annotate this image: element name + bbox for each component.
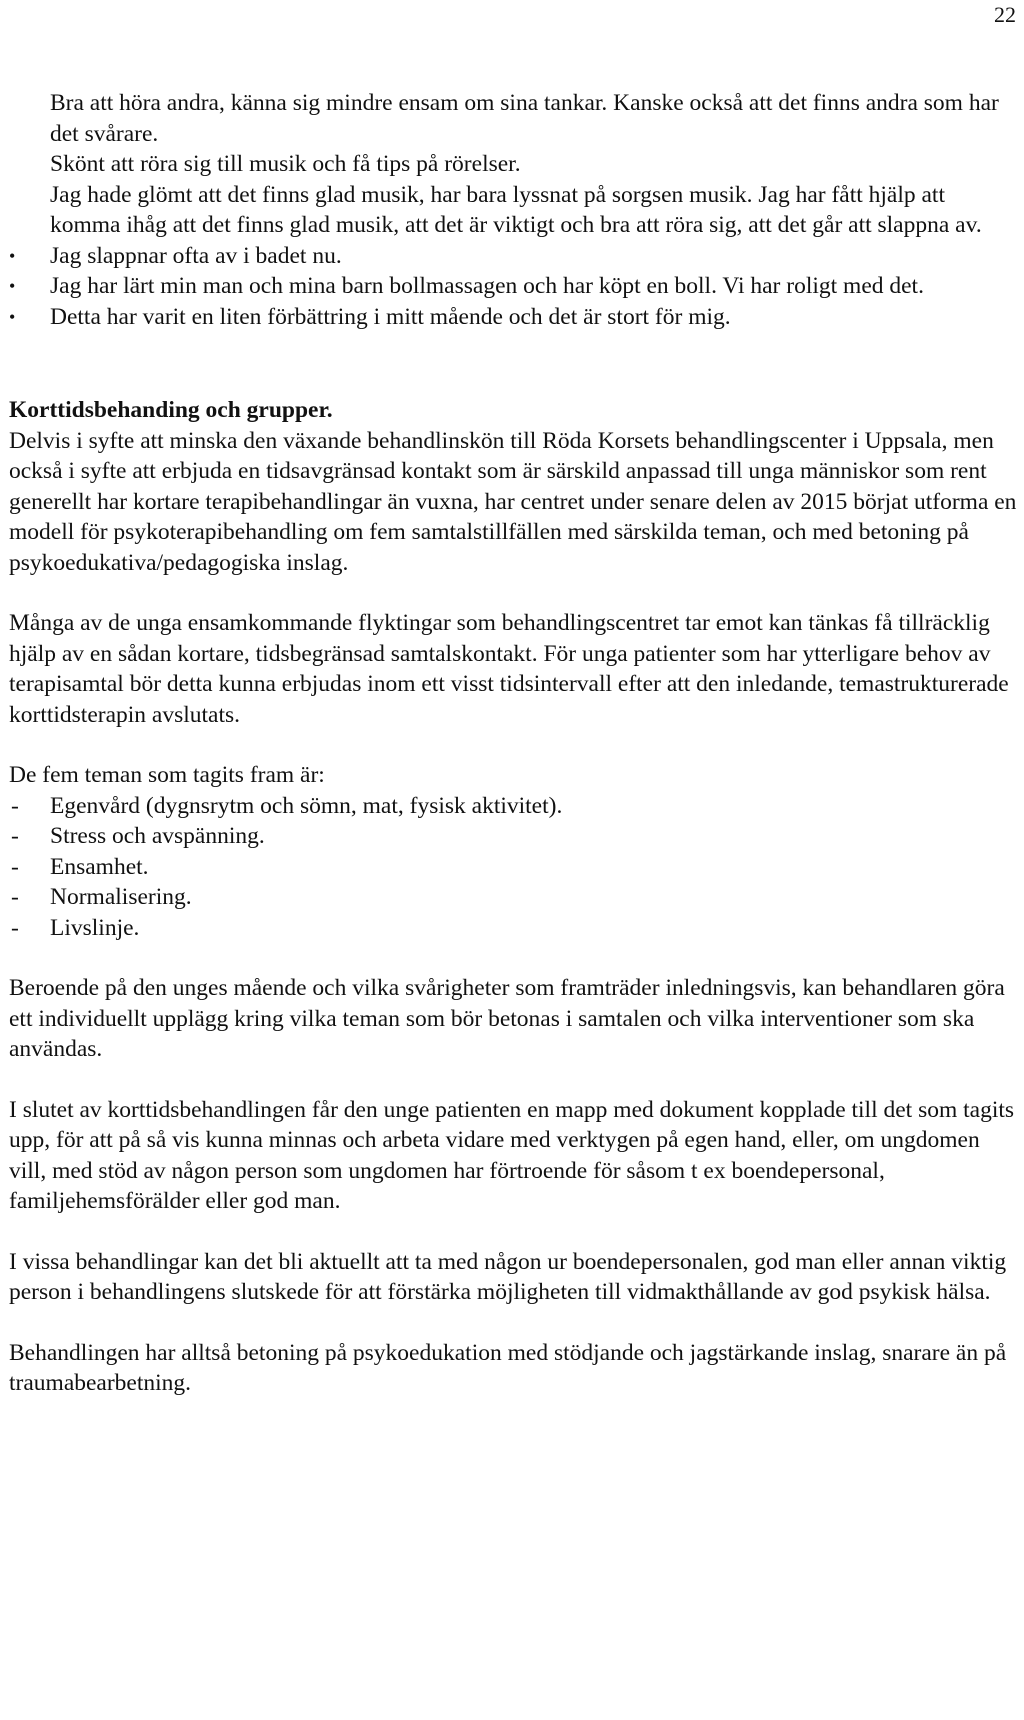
theme-item: - Ensamhet. [9, 852, 1017, 883]
section-heading: Korttidsbehanding och grupper. [9, 397, 333, 423]
themes-intro: De fem teman som tagits fram är: [9, 762, 325, 788]
theme-item: - Livslinje. [9, 913, 1017, 944]
paragraph: I vissa behandlingar kan det bli aktuellt att ta med någon ur boendepersonalen, god man eller annan viktig person i behandlingens slutskede för att förstärka möjligheten till vidmakthållande av god psykisk hälsa. [9, 1248, 1007, 1305]
quote-line: Bra att höra andra, känna sig mindre ensam om sina tankar. Kanske också att det finns andra som har det svårare. [50, 90, 999, 147]
bullet-item: • Detta har varit en liten förbättring i mitt mående och det är stort för mig. [9, 302, 1017, 333]
theme-item: - Egenvård (dygnsrytm och sömn, mat, fysisk aktivitet). [9, 791, 1017, 822]
paragraph: Beroende på den unges mående och vilka svårigheter som framträder inledningsvis, kan behandlaren göra ett individuellt upplägg kring vilka teman som bör betonas i samtalen och vilka interventioner som ska användas. [9, 975, 1005, 1062]
quote-bullet-list [9, 241, 1017, 333]
page-number: 22 [994, 2, 1016, 27]
paragraph: Delvis i syfte att minska den växande behandlinskön till Röda Korsets behandlingscenter i Uppsala, men också i syfte att erbjuda en tidsavgränsad kontakt som är särskild anpassad till unga människor som rent generellt har kortare terapibehandlingar än vuxna, har centret under senare delen av 2015 börjat utforma en modell för psykoterapibehandling om fem samtalstillfällen med särskilda teman, och med betoning på psykoedukativa/pedagogiska inslag. [9, 427, 1017, 576]
quote-line: Jag hade glömt att det finns glad musik, har bara lyssnat på sorgsen musik. Jag har fått hjälp att komma ihåg att det finns glad musik, att det är viktigt och bra att röra sig, att det går att slappna av. [50, 181, 982, 238]
paragraph: Behandlingen har alltså betoning på psykoedukation med stödjande och jagstärkande inslag, snarare än på traumabearbetning. [9, 1339, 1007, 1396]
theme-item: - Normalisering. [9, 882, 1017, 913]
quote-block [9, 88, 1017, 241]
bullet-item: • Jag har lärt min man och mina barn bollmassagen och har köpt en boll. Vi har roligt med det. [9, 271, 1017, 302]
document-body [9, 88, 1017, 1399]
paragraph: Många av de unga ensamkommande flyktingar som behandlingscentret tar emot kan tänkas få tillräcklig hjälp av en sådan kortare, tidsbegränsad samtalskontakt. För unga patienter som har ytterligare behov av terapisamtal bör detta kunna erbjudas inom ett visst tidsintervall efter att den inledande, temastrukturerade korttidsterapin avslutats. [9, 610, 1009, 728]
paragraph: I slutet av korttidsbehandlingen får den unge patienten en mapp med dokument kopplade till det som tagits upp, för att på så vis kunna minnas och arbeta vidare med verktygen på egen hand, eller, om ungdomen vill, med stöd av någon person som ungdomen har förtroende för såsom t ex boendepersonal, familjehemsförälder eller god man. [9, 1096, 1015, 1214]
themes-list [9, 791, 1017, 944]
quote-line: Skönt att röra sig till musik och få tips på rörelser. [50, 151, 521, 177]
bullet-item: • Jag slappnar ofta av i badet nu. [9, 241, 1017, 272]
theme-item: - Stress och avspänning. [9, 821, 1017, 852]
